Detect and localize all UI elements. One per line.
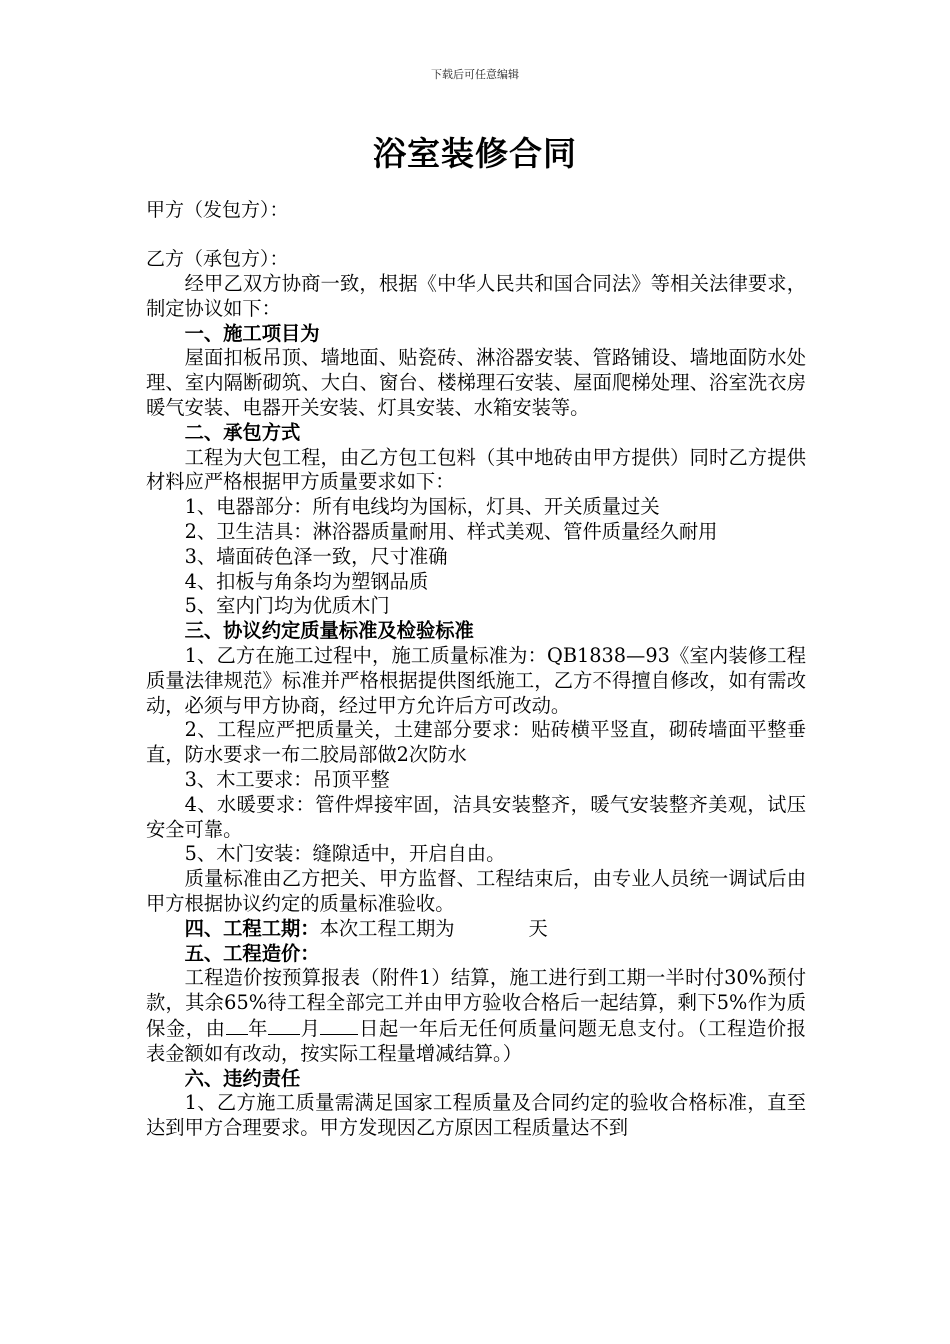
- section-3-item: 4、水暖要求：管件焊接牢固，洁具安装整齐，暖气安装整齐美观，试压安全可靠。: [146, 792, 806, 841]
- day-blank: [320, 1016, 358, 1035]
- section-3-item: 3、木工要求：吊顶平整: [184, 767, 390, 791]
- section-5-part1: 工程造价按预算报表（附件1）结算，施工进行到工期一半时付30%预付款，其余65%待工程全部完工并由甲方验收合格后一起结算，剩下5%作为质保金，由: [146, 966, 806, 1040]
- section-2-item: 3、墙面砖色泽一致，尺寸准确: [184, 544, 448, 568]
- section-4-text: 本次工程工期为: [319, 916, 455, 940]
- section-2-heading: 二、承包方式: [184, 420, 301, 444]
- year-label: 年: [247, 1016, 268, 1040]
- contract-title: 浴室装修合同: [373, 134, 577, 173]
- section-4-line: [146, 917, 806, 942]
- section-3-item: 2、工程应严把质量关，土建部分要求：贴砖横平竖直，砌砖墙面平整垂直，防水要求一布二胶局部做2次防水: [146, 718, 806, 767]
- section-3-heading: 三、协议约定质量标准及检验标准: [184, 619, 474, 643]
- section-4-unit: 天: [528, 916, 548, 940]
- contract-body: [146, 272, 806, 1141]
- section-2-item: 2、卫生洁具：淋浴器质量耐用、样式美观、管件质量经久耐用: [184, 519, 718, 543]
- month-blank: [268, 1016, 300, 1035]
- section-2-text: 工程为大包工程，由乙方包工包料（其中地砖由甲方提供）同时乙方提供材料应严格根据甲方质量要求如下：: [146, 445, 806, 494]
- section-2-item: 5、室内门均为优质木门: [184, 594, 390, 618]
- header-note: 下载后可任意编辑: [431, 68, 519, 81]
- section-6-heading: 六、违约责任: [184, 1066, 301, 1090]
- section-3-item: 质量标准由乙方把关、甲方监督、工程结束后，由专业人员统一调试后由甲方根据协议约定的质量标准验收。: [146, 867, 806, 915]
- year-blank: [226, 1016, 248, 1035]
- month-label: 月: [300, 1016, 321, 1040]
- section-1-text: 屋面扣板吊顶、墙地面、贴瓷砖、淋浴器安装、管路铺设、墙地面防水处理、室内隔断砌筑、大白、窗台、楼梯理石安装、屋面爬梯处理、浴室洗衣房暖气安装、电器开关安装、灯具安装、水箱安装等。: [146, 346, 806, 419]
- party-b-line: 乙方（承包方）：: [146, 248, 289, 270]
- section-5-heading: 五、工程造价：: [184, 941, 320, 965]
- section-3-item: 5、木门安装：缝隙适中，开启自由。: [184, 842, 506, 866]
- section-3-item: 1、乙方在施工过程中，施工质量标准为：QB1838—93《室内装修工程质量法律规范》标准并严格根据提供图纸施工，乙方不得擅自修改，如有需改动，必须与甲方协商，经过甲方允许后方可改动。: [146, 643, 806, 717]
- intro-paragraph: 经甲乙双方协商一致，根据《中华人民共和国合同法》等相关法律要求，制定协议如下：: [146, 272, 806, 320]
- section-4-heading: 四、工程工期：: [184, 916, 320, 940]
- party-a-line: 甲方（发包方）：: [146, 199, 289, 221]
- section-2-item: 1、电器部分：所有电线均为国标，灯具、开关质量过关: [184, 495, 660, 519]
- section-2-item: 4、扣板与角条均为塑钢品质: [184, 569, 429, 593]
- section-1-heading: 一、施工项目为: [184, 321, 320, 345]
- section-5-text: [146, 966, 806, 1066]
- section-6-text: 1、乙方施工质量需满足国家工程质量及合同约定的验收合格标准，直至达到甲方合理要求。甲方发现因乙方原因工程质量达不到: [146, 1091, 806, 1140]
- section-5-part2: 日起一年后无任何质量问题无息支付。（工程造价报表金额如有改动，按实际工程量增减结算。）: [146, 1016, 807, 1065]
